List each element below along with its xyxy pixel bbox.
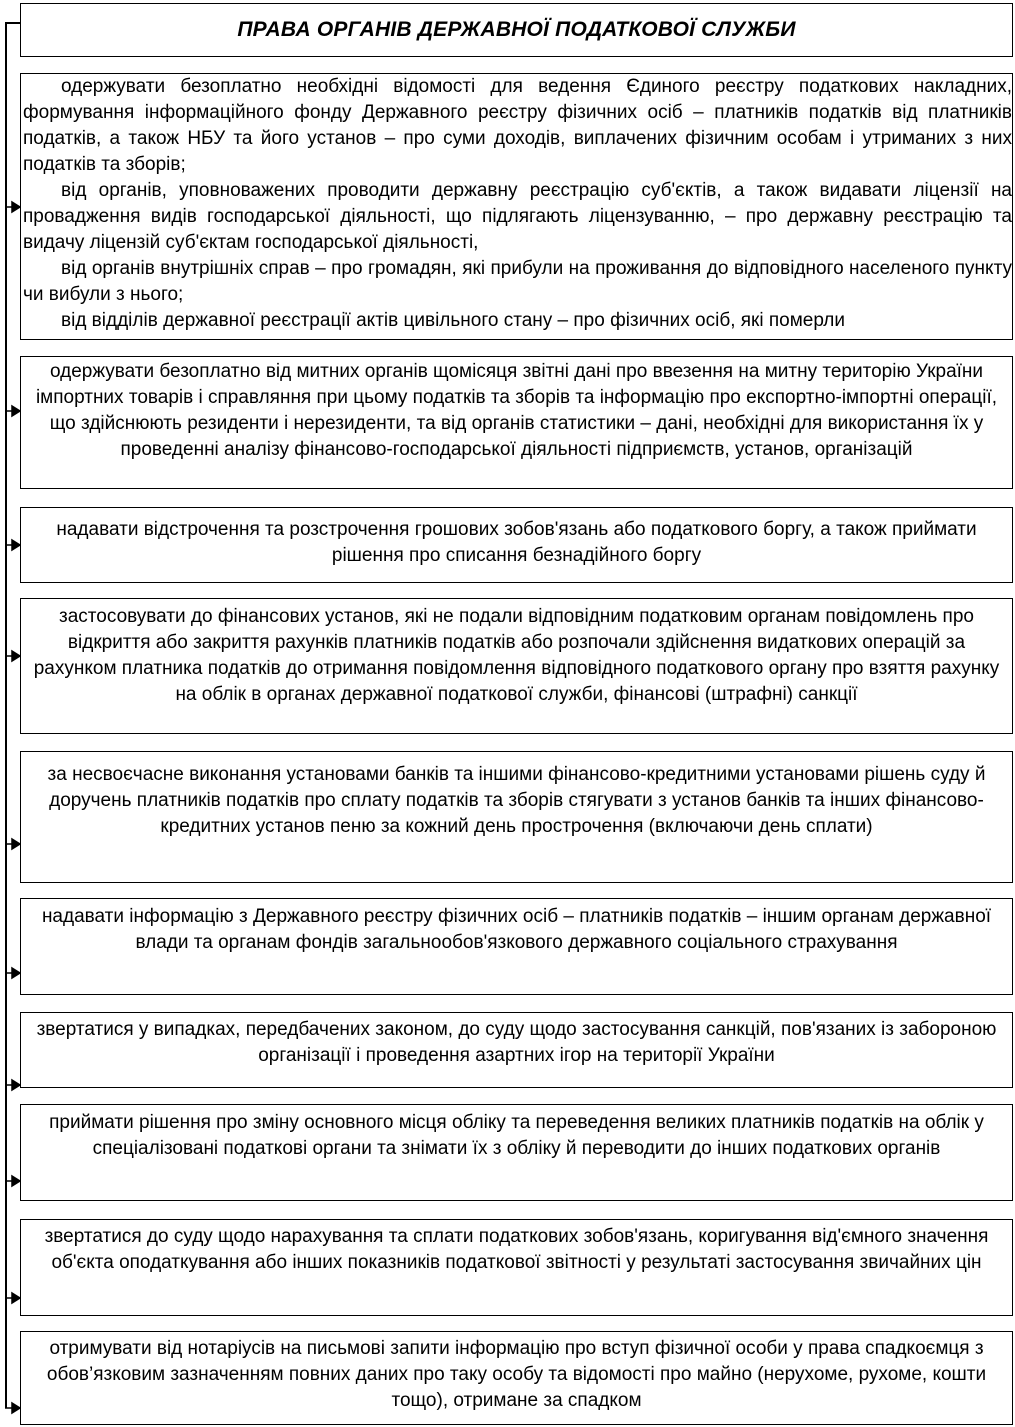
right-box-10-text: отримувати від нотаріусів на письмові запити інформацію про вступ фізичної особи у права спадкоємця з обов’язковим зазначенням повних даних про таку особу та відомості про майно (нерухоме, рухоме, кошти тощо), отримане за спадком [46,1338,987,1411]
right-box-3-text: надавати відстрочення та розстрочення грошових зобов'язань або податкового боргу, а також приймати рішення про списання безнадійного боргу [56,519,977,566]
arrow-icon [12,202,20,212]
arrow-icon [12,1293,20,1303]
arrow-icon [12,1080,20,1090]
right-box-9 [20,1219,1013,1316]
arrow-icon [12,406,20,416]
right-box-5-text: за несвоєчасне виконання установами банків та іншими фінансово-кредитними установами рішень суду й доручень платників податків про сплату податків та зборів стягувати з установ банків та інших фінансово-кредитних установ пеню за кожний день прострочення (включаючи день сплати) [47,764,986,837]
arrow-icon [12,1176,20,1186]
right-box-10 [20,1331,1013,1425]
right-box-8-text: приймати рішення про зміну основного місця обліку та переведення великих платників податків на облік у спеціалізовані податкові органи та знімати їх з обліку й переводити до інших податкових органів [49,1112,984,1159]
right-box-1 [20,73,1013,340]
right-box-4 [20,598,1013,734]
right-box-8 [20,1104,1013,1201]
diagram-title-text: ПРАВА ОРГАНІВ ДЕРЖАВНОЇ ПОДАТКОВОЇ СЛУЖБИ [237,18,796,41]
right-box-1-paragraph: від органів, уповноважених проводити державну реєстрацію суб'єктів, а також видавати ліцензії на провадження видів господарської діяльності, що підлягають ліцензуванню, – про державну реєстрацію та видачу ліцензій суб'єктам господарської діяльності, [23,180,1012,253]
right-box-7 [20,1012,1013,1088]
right-box-1-paragraph: від органів внутрішніх справ – про громадян, які прибули на проживання до відповідного населеного пункту чи вибули з нього; [23,258,1012,305]
right-box-1-paragraph: одержувати безоплатно необхідні відомості для ведення Єдиного реєстру податкових накладних, формування інформаційного фонду Державного реєстру фізичних осіб – платників податків від платників податків, а також НБУ та його установ – про суми доходів, виплачених фізичним особам і утриманих з них податків та зборів; [23,76,1012,175]
arrow-icon [12,540,20,550]
right-box-5 [20,751,1013,883]
right-box-6 [20,898,1013,995]
right-box-2-text: одержувати безоплатно від митних органів щомісяця звітні дані про ввезення на митну територію України імпортних товарів і справляння при цьому податків та зборів та інформацію про експортно-імпортні операції, що здійснюють резиденти і нерезиденти, та від органів статистики – дані, необхідні для використання їх у проведенні аналізу фінансово-господарської діяльності підприємств, установ, організацій [35,361,998,460]
right-box-9-text: звертатися до суду щодо нарахування та сплати податкових зобов'язань, коригування від'ємного значення об'єкта оподаткування або інших показників податкової звітності у результаті застосування звичайних цін [44,1226,989,1273]
arrow-icon [12,1403,20,1413]
right-box-2 [20,356,1013,489]
right-box-7-text: звертатися у випадках, передбачених законом, до суду щодо застосування санкцій, пов'язаних із забороною організації і проведення азартних ігор на території України [36,1019,997,1066]
arrow-icon [12,651,20,661]
right-box-4-text: застосовувати до фінансових установ, які не подали відповідним податковим органам повідомлень про відкриття або закриття рахунків платників податків або розпочали здійснення видаткових операцій за рахунком платника податків до отримання повідомлення відповідного податкового органу про взяття рахунку на облік в органах державної податкової служби, фінансові (штрафні) санкції [33,606,1000,705]
right-box-6-text: надавати інформацію з Державного реєстру фізичних осіб – платників податків – іншим органам державної влади та органам фондів загальнообов'язкового державного соціального страхування [41,906,992,953]
diagram-title [20,3,1013,57]
arrow-icon [12,839,20,849]
arrow-icon [12,968,20,978]
right-box-3 [20,507,1013,583]
right-box-1-paragraph: від відділів державної реєстрації актів цивільного стану – про фізичних осіб, які померли [61,310,845,331]
